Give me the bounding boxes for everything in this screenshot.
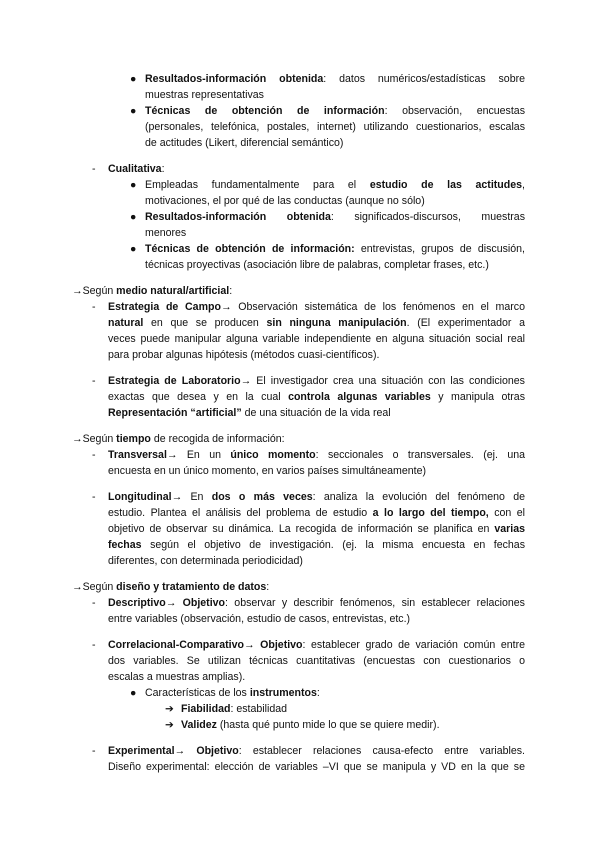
transversal-line-2: encuesta en un único momento, en varios países simultáneamente) [108,465,426,477]
laboratorio-line-1: Estrategia de Laboratorio→ El investigador crea una situación con las condiciones [108,375,525,387]
bullet-marker: ● [130,179,137,191]
campo-line-4: para probar algunas hipótesis (métodos cuasi-científicos). [108,349,380,361]
tecnicas-cuant-cont1: (personales, telefónica, postales, internet) utilizando cuestionarios, escalas [145,121,525,133]
tecnicas-cuant-line: Técnicas de obtención de información: observación, encuestas [145,105,525,117]
fiabilidad-line: Fiabilidad: estabilidad [181,703,287,715]
empleadas-cont: motivaciones, el por qué de las conductas (aunque no sólo) [145,195,425,207]
campo-line-3: veces puede manipular alguna variable independiente en alguna situación social real [108,333,525,345]
tecnicas-cuant-cont2: de actitudes (Likert, diferencial semántico) [145,137,344,149]
campo-line-2: natural en que se producen sin ninguna manipulación. (El experimentador a [108,317,525,329]
validez-line: Validez (hasta qué punto mide lo que se quiere medir). [181,719,440,731]
descriptivo-line-1: Descriptivo→ Objetivo: observar y describir fenómenos, sin establecer relaciones [108,597,525,609]
resultados-cual-line: Resultados-información obtenida: significados-discursos, muestras [145,211,525,223]
correlacional-line-2: dos variables. Se utilizan técnicas cuantitativas (encuestas con cuestionarios o [108,655,525,667]
longitudinal-line-5: diferentes, con determinada periodicidad) [108,555,303,567]
arrow-marker: ➔ [165,719,174,731]
correlacional-line-1: Correlacional-Comparativo→ Objetivo: establecer grado de variación común entre [108,639,525,651]
resultados-cuant-line: Resultados-información obtenida: datos numéricos/estadísticas sobre [145,73,526,85]
bullet-marker: ● [130,211,137,223]
bullet-marker: ● [130,73,137,85]
dash-marker: - [92,597,96,609]
resultados-cuant-cont: muestras representativas [145,89,264,101]
bullet-marker: ● [130,105,137,117]
dash-marker: - [92,639,96,651]
dash-marker: - [92,491,96,503]
campo-line-1: Estrategia de Campo→ Observación sistemática de los fenómenos en el marco [108,301,525,313]
longitudinal-line-2: estudio. Plantea el análisis del problema de estudio a lo largo del tiempo, con el [108,507,526,519]
laboratorio-line-3: Representación “artificial” de una situación de la vida real [108,407,391,419]
bullet-marker: ● [130,687,137,699]
dash-marker: - [92,449,96,461]
tiempo-heading: →Según tiempo de recogida de información: [72,433,285,445]
diseno-heading: →Según diseño y tratamiento de datos: [72,581,270,593]
experimental-line-1: Experimental→ Objetivo: establecer relaciones causa-efecto entre variables. [108,745,525,757]
dash-marker: - [92,301,96,313]
cualitativa-heading: Cualitativa: [108,163,165,175]
tecnicas-cual-cont: técnicas proyectivas (asociación libre de palabras, completar frases, etc.) [145,259,489,271]
medio-heading: →Según medio natural/artificial: [72,285,233,297]
descriptivo-line-2: entre variables (observación, estudio de casos, entrevistas, etc.) [108,613,411,625]
longitudinal-line-1: Longitudinal→ En dos o más veces: analiza la evolución del fenómeno de [108,491,526,503]
longitudinal-line-4: fechas según el objetivo de investigación. (ej. la misma encuesta en fechas [108,539,525,551]
empleadas-line: Empleadas fundamentalmente para el estudio de las actitudes, [145,179,525,191]
dash-marker: - [92,375,96,387]
resultados-cual-cont: menores [145,227,187,239]
longitudinal-line-3: objetivo de observar su dinámica. La recogida de información se planifica en varias [108,523,525,535]
arrow-marker: ➔ [165,703,174,715]
dash-marker: - [92,745,96,757]
dash-marker: - [92,163,96,175]
bullet-marker: ● [130,243,137,255]
caracteristicas-line: Características de los instrumentos: [145,687,320,699]
transversal-line-1: Transversal→ En un único momento: seccionales o transversales. (ej. una [108,449,525,461]
laboratorio-line-2: exactas que desea y en la cual controla algunas variables y manipula otras [108,391,525,403]
tecnicas-cual-line: Técnicas de obtención de información: entrevistas, grupos de discusión, [145,243,525,255]
correlacional-line-3: escalas a muestras amplias). [108,671,246,683]
experimental-line-2: Diseño experimental: elección de variables –VI que se manipula y VD en la que se [108,761,525,773]
